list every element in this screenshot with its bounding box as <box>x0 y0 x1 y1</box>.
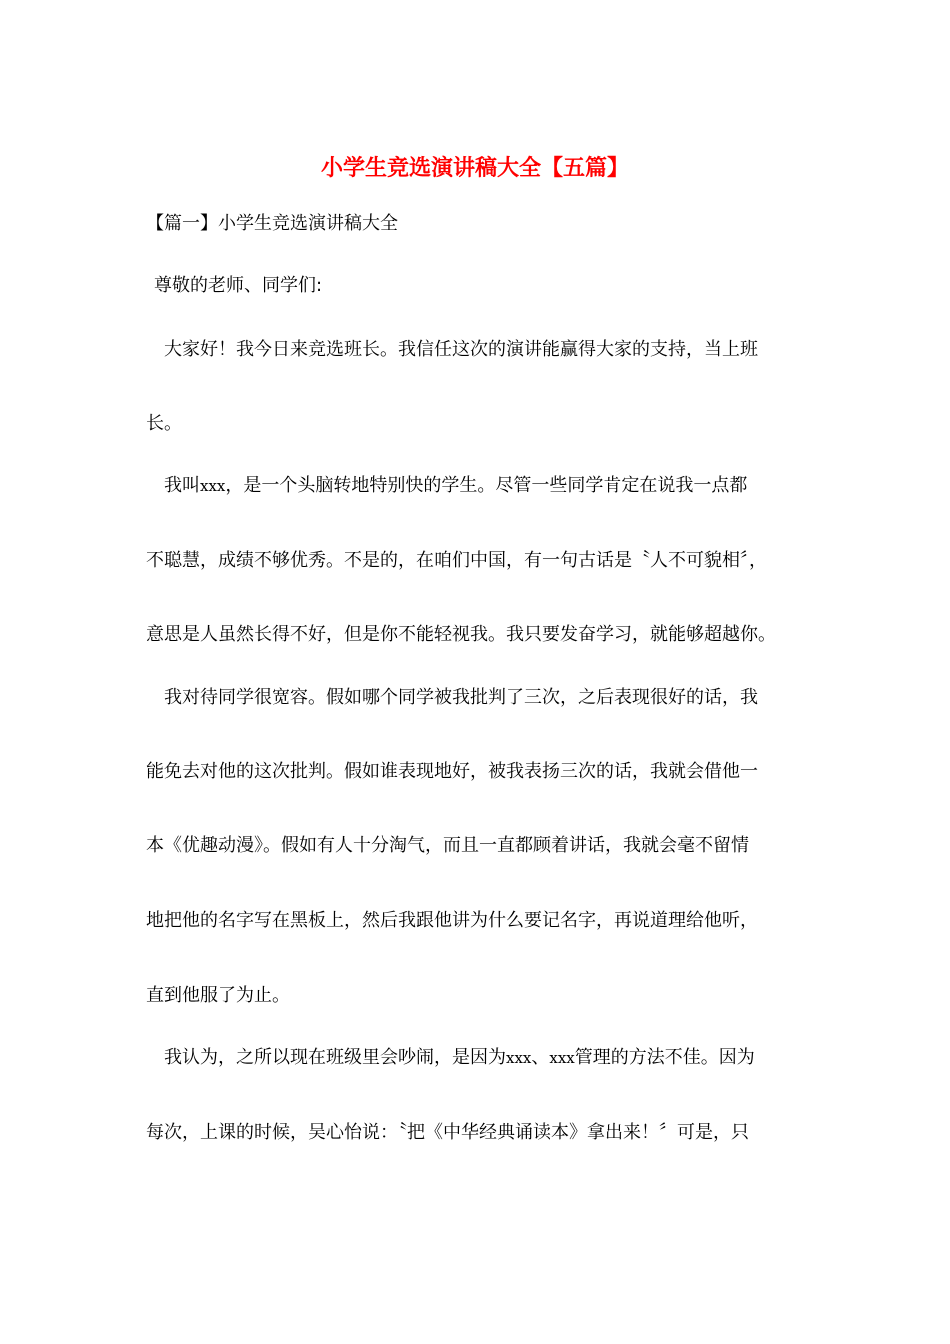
text-segment: 管理的方法不佳。因为 <box>574 1047 755 1068</box>
paragraph-line: 意思是人虽然长得不好，但是你不能轻视我。我只要发奋学习，就能够超越你。 <box>146 624 776 645</box>
paragraph-line: 我对待同学很宽容。假如哪个同学被我批判了三次，之后表现很好的话，我 <box>164 687 758 708</box>
placeholder-name: xxx <box>506 1049 532 1067</box>
paragraph-line: 地把他的名字写在黑板上，然后我跟他讲为什么要记名字，再说道理给他听， <box>146 910 758 931</box>
text-segment: 、 <box>531 1047 550 1068</box>
paragraph-line: 每次，上课的时候，吴心怡说：〝把《中华经典诵读本》拿出来！〞可是，只 <box>146 1122 749 1143</box>
paragraph-line <box>164 471 747 501</box>
text-segment: ，是一个头脑转地特别快的学生。尽管一些同学肯定在说我一点都 <box>225 475 748 496</box>
paragraph-line: 本《优趣动漫》。假如有人十分淘气，而且一直都顾着讲话，我就会毫不留情 <box>146 835 749 856</box>
paragraph-line: 能免去对他的这次批判。假如谁表现地好，被我表扬三次的话，我就会借他一 <box>146 761 758 782</box>
paragraph-line: 直到他服了为止。 <box>146 985 290 1006</box>
paragraph-line: 不聪慧，成绩不够优秀。不是的，在咱们中国，有一句古话是〝人不可貌相〞， <box>146 550 767 571</box>
salutation-line: 尊敬的老师、同学们: <box>154 275 323 296</box>
section-heading: 【篇一】小学生竞选演讲稿大全 <box>146 213 398 234</box>
paragraph-line <box>164 1043 755 1073</box>
placeholder-name: xxx <box>549 1049 575 1067</box>
paragraph-line: 长。 <box>146 413 182 434</box>
paragraph-line: 大家好！我今日来竞选班长。我信任这次的演讲能赢得大家的支持，当上班 <box>164 339 758 360</box>
text-segment: 我认为，之所以现在班级里会吵闹，是因为 <box>164 1047 506 1068</box>
document-title: 小学生竞选演讲稿大全【五篇】 <box>320 155 629 181</box>
text-segment: 我叫 <box>164 475 200 496</box>
placeholder-name: xxx <box>200 477 226 495</box>
